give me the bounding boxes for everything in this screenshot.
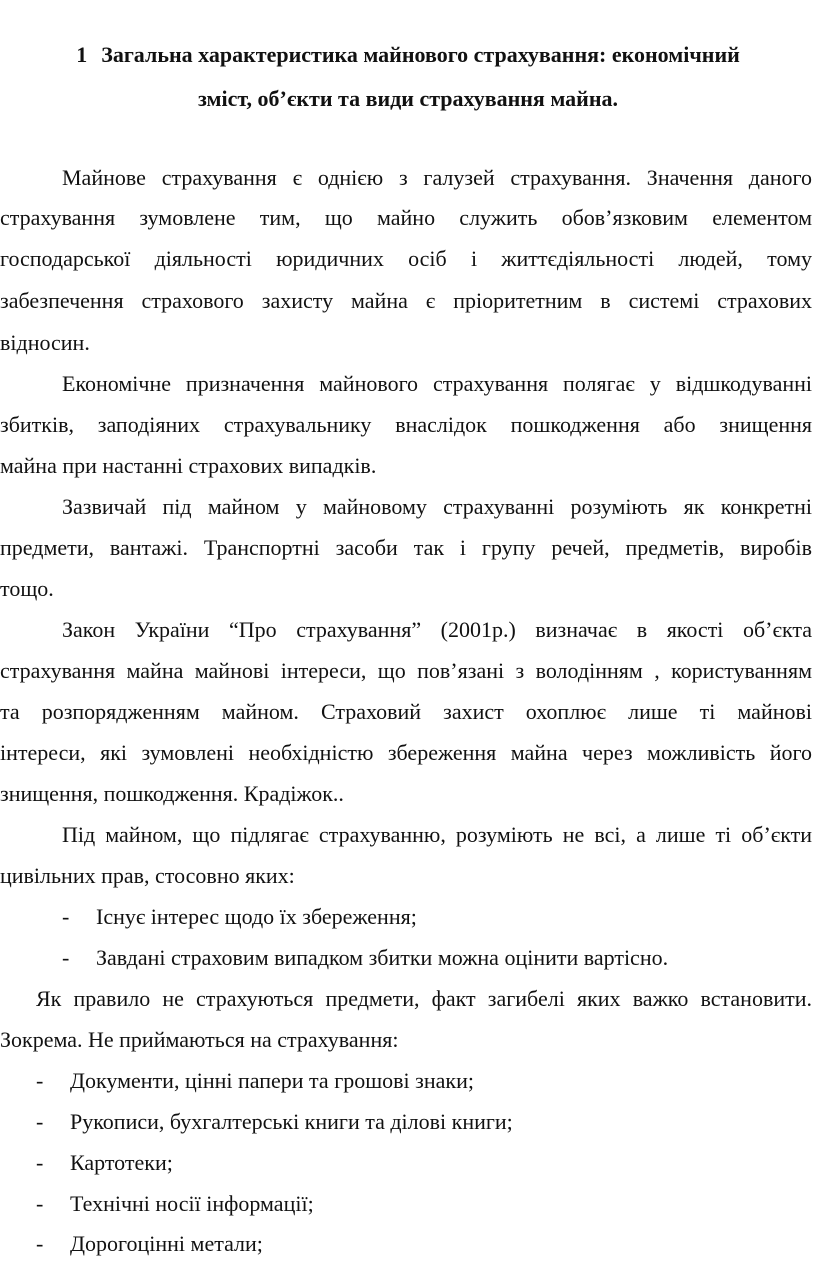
list-item-text: Картотеки; <box>70 1150 173 1175</box>
paragraph-line: страхування майна майнові інтереси, що пов’язані з володінням , користуванням <box>0 658 812 683</box>
list-item <box>36 1066 474 1096</box>
bullet-dash: - <box>36 1150 44 1175</box>
bullet-dash: - <box>62 945 70 970</box>
paragraph-line: знищення, пошкодження. Крадіжок.. <box>0 781 344 806</box>
list-item <box>62 943 668 973</box>
paragraph-line: збитків, заподіяних страхувальнику внаслідок пошкодження або знищення <box>0 412 812 437</box>
section-title-part-1: Загальна характеристика майнового страхування: економічний <box>101 42 740 67</box>
bullet-dash: - <box>36 1191 44 1216</box>
list-item-text: Технічні носії інформації; <box>70 1191 314 1216</box>
paragraph-line: предмети, вантажі. Транспортні засоби так і групу речей, предметів, виробів <box>0 535 812 560</box>
paragraph-line: тощо. <box>0 576 54 601</box>
paragraph-line: Зазвичай під майном у майновому страхуванні розуміють як конкретні <box>62 494 812 519</box>
list-item-text: Документи, цінні папери та грошові знаки; <box>70 1068 474 1093</box>
paragraph-line: та розпорядженням майном. Страховий захист охоплює лише ті майнові <box>0 699 812 724</box>
paragraph-line: Як правило не страхуються предмети, факт загибелі яких важко встановити. <box>36 986 812 1011</box>
paragraph-line: Зокрема. Не приймаються на страхування: <box>0 1027 399 1052</box>
paragraph-line: цивільних прав, стосовно яких: <box>0 863 295 888</box>
section-heading-line-2: зміст, об’єкти та види страхування майна. <box>197 86 619 111</box>
paragraph-line: відносин. <box>0 330 90 355</box>
list-item <box>62 902 417 932</box>
bullet-dash: - <box>36 1109 44 1134</box>
list-item-text: Рукописи, бухгалтерські книги та ділові книги; <box>70 1109 513 1134</box>
paragraph-line: Майнове страхування є однією з галузей страхування. Значення даного <box>62 165 812 190</box>
section-heading-line-1 <box>0 33 816 77</box>
paragraph-line: Закон України “Про страхування” (2001р.) визначає в якості об’єкта <box>62 617 812 642</box>
list-item <box>36 1189 314 1219</box>
paragraph-line: забезпечення страхового захисту майна є пріоритетним в системі страхових <box>0 288 812 313</box>
paragraph-line: Під майном, що підлягає страхуванню, розуміють не всі, а лише ті об’єкти <box>62 822 812 847</box>
list-item-text: Існує інтерес щодо їх збереження; <box>96 904 417 929</box>
paragraph-line: Економічне призначення майнового страхування полягає у відшкодуванні <box>62 371 812 396</box>
paragraph-line: майна при настанні страхових випадків. <box>0 453 377 478</box>
list-item-text: Дорогоцінні метали; <box>70 1231 263 1256</box>
list-item <box>36 1148 173 1178</box>
list-item <box>36 1107 513 1137</box>
bullet-dash: - <box>62 904 70 929</box>
section-number: 1 <box>76 42 88 67</box>
list-item <box>36 1229 263 1259</box>
paragraph-line: господарської діяльності юридичних осіб і життєдіяльності людей, тому <box>0 246 812 271</box>
paragraph-line: інтереси, які зумовлені необхідністю збереження майна через можливість його <box>0 740 812 765</box>
list-item-text: Завдані страховим випадком збитки можна оцінити вартісно. <box>96 945 669 970</box>
bullet-dash: - <box>36 1068 44 1093</box>
bullet-dash: - <box>36 1231 44 1256</box>
paragraph-line: страхування зумовлене тим, що майно служить обов’язковим елементом <box>0 205 812 230</box>
